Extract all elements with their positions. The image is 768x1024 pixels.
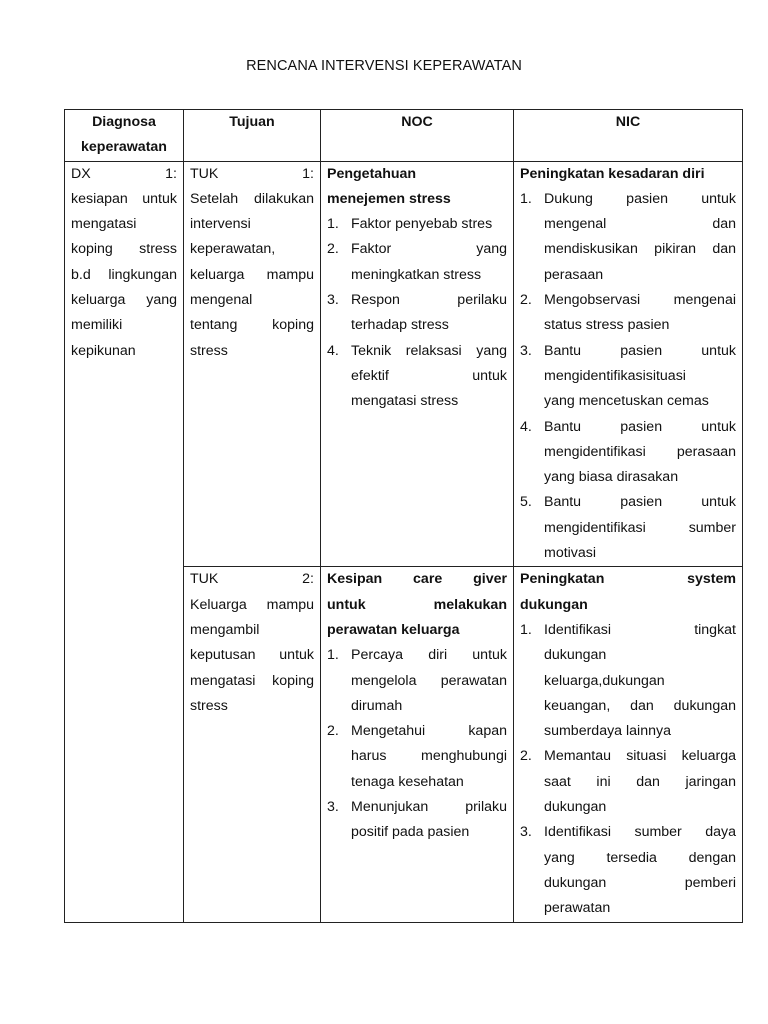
list-item-line: efektif untuk	[351, 367, 507, 384]
list-item	[520, 288, 736, 339]
list-item-line: Faktor penyebab stres	[351, 216, 493, 233]
cell-line: mengenal	[190, 292, 253, 309]
nic-heading: Peningkatan system	[520, 571, 736, 588]
numbered-list	[327, 212, 507, 414]
list-item-line: mengatasi stress	[351, 393, 459, 410]
cell-line: stress	[190, 342, 228, 359]
list-item-number: 4.	[520, 418, 532, 435]
list-item-line: Identifikasi tingkat	[544, 621, 736, 638]
cell-line: memiliki	[71, 317, 123, 334]
noc-heading: Pengetahuan	[327, 165, 417, 182]
noc-heading: Kesipan care giver	[327, 571, 507, 588]
noc-heading: untuk melakukan	[327, 596, 507, 613]
nic-heading: dukungan	[520, 596, 588, 613]
list-item-text	[351, 237, 507, 288]
list-item-line: yang biasa dirasakan	[544, 469, 679, 486]
header-nic: NIC	[514, 110, 743, 162]
cell-line: keperawatan,	[190, 241, 276, 258]
cell-line: stress	[190, 697, 228, 714]
list-item-line: keluarga,dukungan	[544, 672, 665, 689]
header-diagnosa-line-1: Diagnosa	[92, 114, 156, 130]
numbered-list	[520, 618, 736, 922]
list-item-line: Identifikasi sumber daya	[544, 824, 736, 841]
list-item-number: 3.	[520, 824, 532, 841]
list-item-number: 1.	[520, 190, 532, 207]
cell-line: TUK 1:	[190, 165, 314, 182]
list-item-text	[351, 339, 507, 415]
intervention-table	[64, 109, 743, 923]
list-item-line: Menunjukan prilaku	[351, 799, 507, 816]
list-item-line: Percaya diri untuk	[351, 647, 507, 664]
cell-line: intervensi	[190, 216, 251, 233]
list-item-line: perasaan	[544, 266, 604, 283]
list-item	[327, 795, 507, 846]
list-item-line: perawatan	[544, 900, 611, 917]
list-item-line: mengelola perawatan	[351, 672, 507, 689]
list-item-line: mendiskusikan pikiran dan	[544, 241, 736, 258]
list-item-text	[544, 490, 736, 566]
header-diagnosa	[65, 110, 184, 162]
cell-line: kesiapan untuk	[71, 190, 177, 207]
diagnosa-cell	[65, 161, 184, 922]
list-item	[520, 415, 736, 491]
header-noc: NOC	[321, 110, 514, 162]
cell-line: DX 1:	[71, 165, 177, 182]
noc-cell	[321, 567, 514, 922]
list-item-line: mengidentifikasi sumber	[544, 519, 736, 536]
cell-line: b.d lingkungan	[71, 266, 177, 283]
tujuan-cell	[184, 161, 321, 567]
list-item-number: 1.	[327, 647, 339, 664]
noc-cell	[321, 161, 514, 567]
header-diagnosa-line-2: keperawatan	[81, 139, 167, 156]
list-item-line: status stress pasien	[544, 317, 670, 334]
list-item-text	[351, 795, 507, 846]
list-item	[327, 719, 507, 795]
list-item-line: mengidentifikasisituasi	[544, 367, 686, 384]
list-item-line: dirumah	[351, 697, 403, 714]
list-item-number: 2.	[520, 292, 532, 309]
cell-line: keputusan untuk	[190, 647, 314, 664]
list-item	[520, 490, 736, 566]
list-item-text	[351, 719, 507, 795]
table-row	[65, 161, 743, 567]
list-item-line: motivasi	[544, 545, 597, 562]
list-item-line: mengidentifikasi perasaan	[544, 443, 736, 460]
list-item-text	[544, 744, 736, 820]
list-item-number: 3.	[327, 799, 339, 816]
cell-line: kepikunan	[71, 342, 136, 359]
list-item-number: 2.	[520, 748, 532, 765]
list-item-line: keuangan, dan dukungan	[544, 697, 736, 714]
noc-heading: menejemen stress	[327, 190, 451, 207]
list-item	[327, 212, 507, 237]
list-item-line: dukungan pemberi	[544, 874, 736, 891]
list-item	[327, 237, 507, 288]
list-item-text	[544, 288, 736, 339]
cell-line: mengatasi koping	[190, 672, 314, 689]
numbered-list	[520, 187, 736, 566]
list-item-line: Bantu pasien untuk	[544, 494, 736, 511]
list-item-line: Bantu pasien untuk	[544, 342, 736, 359]
list-item-line: Bantu pasien untuk	[544, 418, 736, 435]
table-header-row	[65, 110, 743, 162]
nic-heading: Peningkatan kesadaran diri	[520, 165, 705, 182]
cell-line: Setelah dilakukan	[190, 190, 314, 207]
list-item-line: sumberdaya lainnya	[544, 723, 671, 740]
list-item-number: 1.	[520, 621, 532, 638]
list-item-line: Memantau situasi keluarga	[544, 748, 736, 765]
list-item-number: 3.	[520, 342, 532, 359]
list-item-number: 3.	[327, 292, 339, 309]
list-item-text	[351, 212, 507, 237]
numbered-list	[327, 643, 507, 845]
list-item-number: 4.	[327, 342, 339, 359]
list-item	[520, 339, 736, 415]
cell-line: Keluarga mampu	[190, 596, 314, 613]
list-item-line: saat ini dan jaringan	[544, 773, 736, 790]
list-item	[327, 643, 507, 719]
nic-cell	[514, 567, 743, 922]
cell-line: keluarga mampu	[190, 266, 314, 283]
list-item-line: Mengetahui kapan	[351, 723, 507, 740]
nic-cell	[514, 161, 743, 567]
list-item-text	[544, 339, 736, 415]
list-item	[520, 820, 736, 921]
list-item-number: 2.	[327, 241, 339, 258]
list-item-text	[351, 288, 507, 339]
list-item	[327, 288, 507, 339]
list-item-line: tenaga kesehatan	[351, 773, 464, 790]
list-item-text	[544, 618, 736, 744]
list-item-line: positif pada pasien	[351, 824, 470, 841]
list-item-line: Teknik relaksasi yang	[351, 342, 507, 359]
cell-line: koping stress	[71, 241, 177, 258]
list-item-line: Dukung pasien untuk	[544, 190, 736, 207]
list-item-text	[544, 187, 736, 288]
list-item-line: terhadap stress	[351, 317, 449, 334]
tujuan-cell	[184, 567, 321, 922]
list-item-text	[544, 415, 736, 491]
page-title: RENCANA INTERVENSI KEPERAWATAN	[246, 58, 522, 74]
header-tujuan: Tujuan	[184, 110, 321, 162]
list-item-line: meningkatkan stress	[351, 266, 482, 283]
list-item-line: Respon perilaku	[351, 292, 507, 309]
list-item-line: dukungan	[544, 799, 607, 816]
list-item	[327, 339, 507, 415]
list-item-text	[351, 643, 507, 719]
list-item-text	[544, 820, 736, 921]
list-item	[520, 744, 736, 820]
list-item-line: mengenal dan	[544, 216, 736, 233]
list-item-line: yang tersedia dengan	[544, 849, 736, 866]
cell-line: TUK 2:	[190, 571, 314, 588]
cell-line: keluarga yang	[71, 292, 177, 309]
list-item-number: 5.	[520, 494, 532, 511]
list-item-line: Faktor yang	[351, 241, 507, 258]
cell-line: mengambil	[190, 621, 260, 638]
list-item-line: dukungan	[544, 647, 607, 664]
cell-line: mengatasi	[71, 216, 137, 233]
list-item-line: Mengobservasi mengenai	[544, 292, 736, 309]
list-item-line: yang mencetuskan cemas	[544, 393, 709, 410]
list-item	[520, 187, 736, 288]
list-item-number: 1.	[327, 216, 339, 233]
list-item-line: harus menghubungi	[351, 748, 507, 765]
list-item	[520, 618, 736, 744]
noc-heading: perawatan keluarga	[327, 621, 460, 638]
cell-line: tentang koping	[190, 317, 314, 334]
list-item-number: 2.	[327, 723, 339, 740]
